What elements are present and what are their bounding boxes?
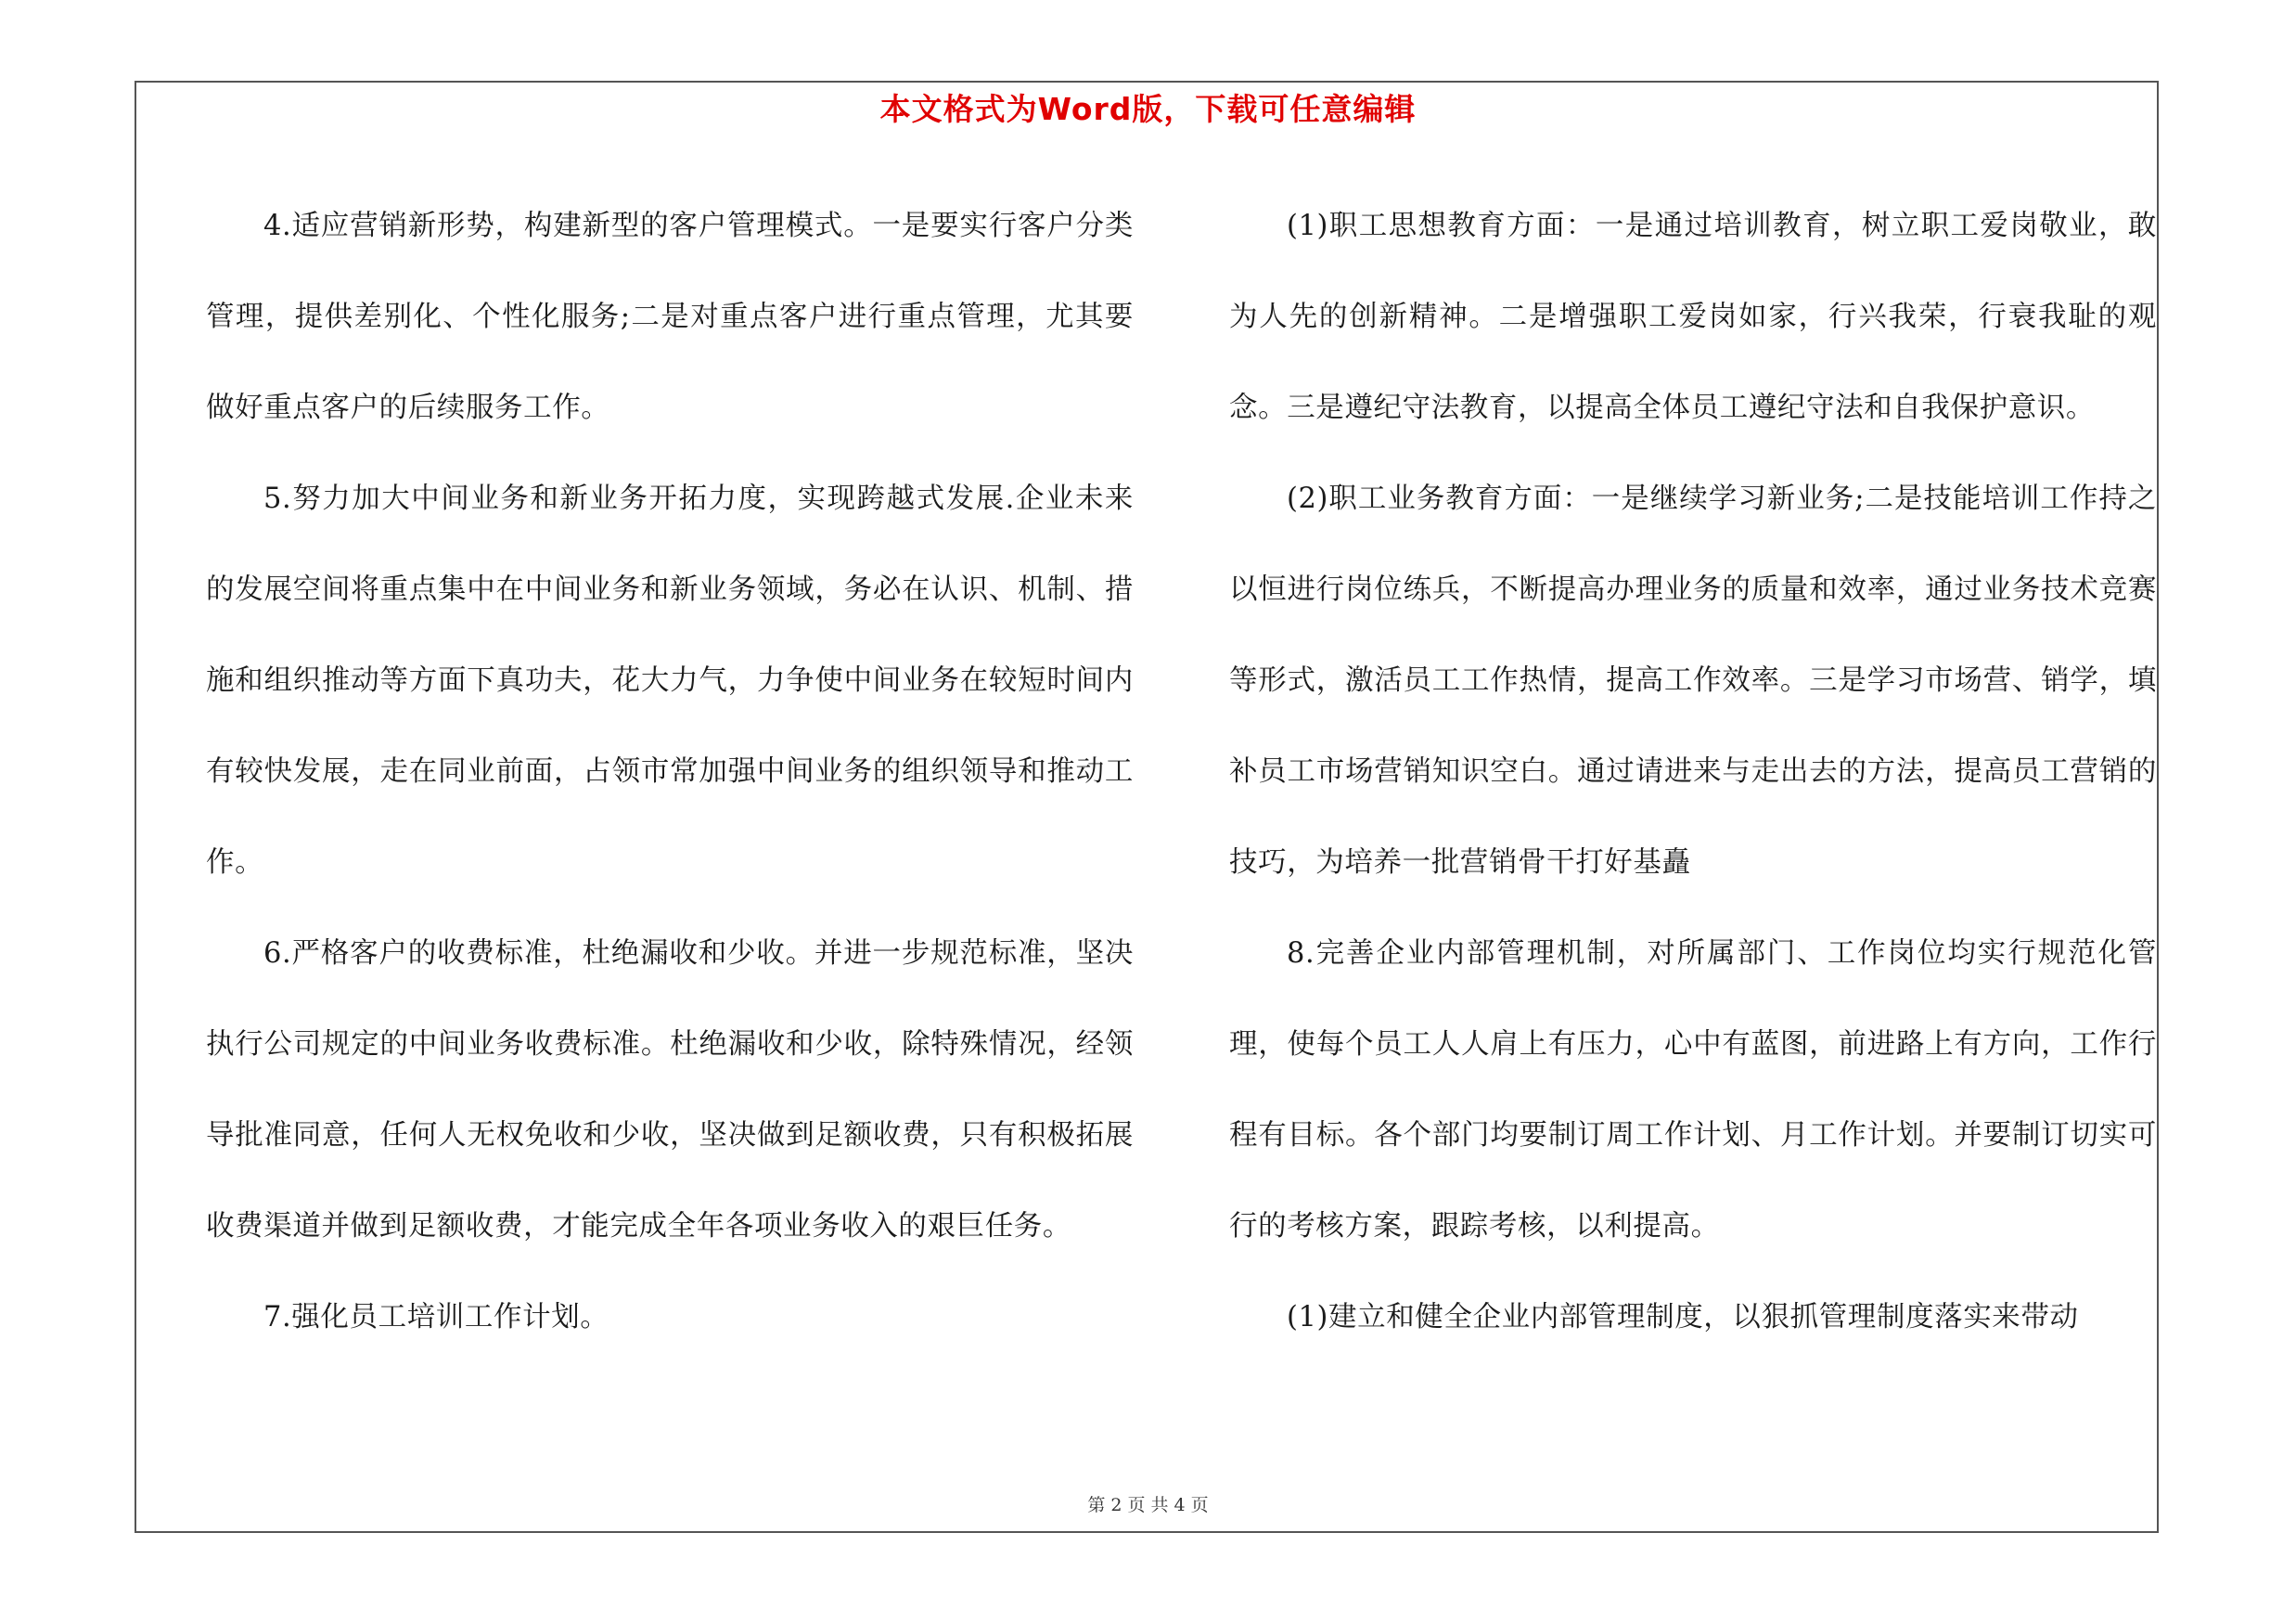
paragraph-4: 4.适应营销新形势，构建新型的客户管理模式。一是要实行客户分类管理，提供差别化、个性化服务;二是对重点客户进行重点管理，尤其要做好重点客户的后续服务工作。 xyxy=(206,210,1134,424)
paragraph-8-1: (1)建立和健全企业内部管理制度，以狠抓管理制度落实来带动 xyxy=(1287,1301,2079,1333)
left-column xyxy=(206,181,1134,1363)
paragraph-7: 7.强化员工培训工作计划。 xyxy=(263,1301,609,1333)
paragraph-6: 6.严格客户的收费标准，杜绝漏收和少收。并进一步规范标准，坚决执行公司规定的中间业务收费标准。杜绝漏收和少收，除特殊情况，经领导批准同意，任何人无权免收和少收，坚决做到足额收费，只有积极拓展收费渠道并做到足额收费，才能完成全年各项业务收入的艰巨任务。 xyxy=(206,937,1134,1243)
right-column xyxy=(1229,181,2157,1363)
paragraph-7-1: (1)职工思想教育方面：一是通过培训教育，树立职工爱岗敬业，敢为人先的创新精神。二是增强职工爱岗如家，行兴我荣，行衰我耻的观念。三是遵纪守法教育，以提高全体员工遵纪守法和自我保护意识。 xyxy=(1229,210,2157,424)
paragraph-7-2: (2)职工业务教育方面：一是继续学习新业务;二是技能培训工作持之以恒进行岗位练兵，不断提高办理业务的质量和效率，通过业务技术竞赛等形式，激活员工工作热情，提高工作效率。三是学习市场营、销学，填补员工市场营销知识空白。通过请进来与走出去的方法，提高员工营销的技巧，为培养一批营销骨干打好基矗 xyxy=(1229,483,2157,879)
page-number-footer: 第 2 页 共 4 页 xyxy=(1087,1495,1209,1515)
format-banner: 本文格式为Word版，下载可任意编辑 xyxy=(879,91,1417,127)
paragraph-8: 8.完善企业内部管理机制，对所属部门、工作岗位均实行规范化管理，使每个员工人人肩上有压力，心中有蓝图，前进路上有方向，工作行程有目标。各个部门均要制订周工作计划、月工作计划。并要制订切实可行的考核方案，跟踪考核，以利提高。 xyxy=(1229,937,2157,1243)
paragraph-5: 5.努力加大中间业务和新业务开拓力度，实现跨越式发展.企业未来的发展空间将重点集中在中间业务和新业务领域，务必在认识、机制、措施和组织推动等方面下真功夫，花大力气，力争使中间业务在较短时间内有较快发展，走在同业前面，占领市常加强中间业务的组织领导和推动工作。 xyxy=(206,483,1134,879)
